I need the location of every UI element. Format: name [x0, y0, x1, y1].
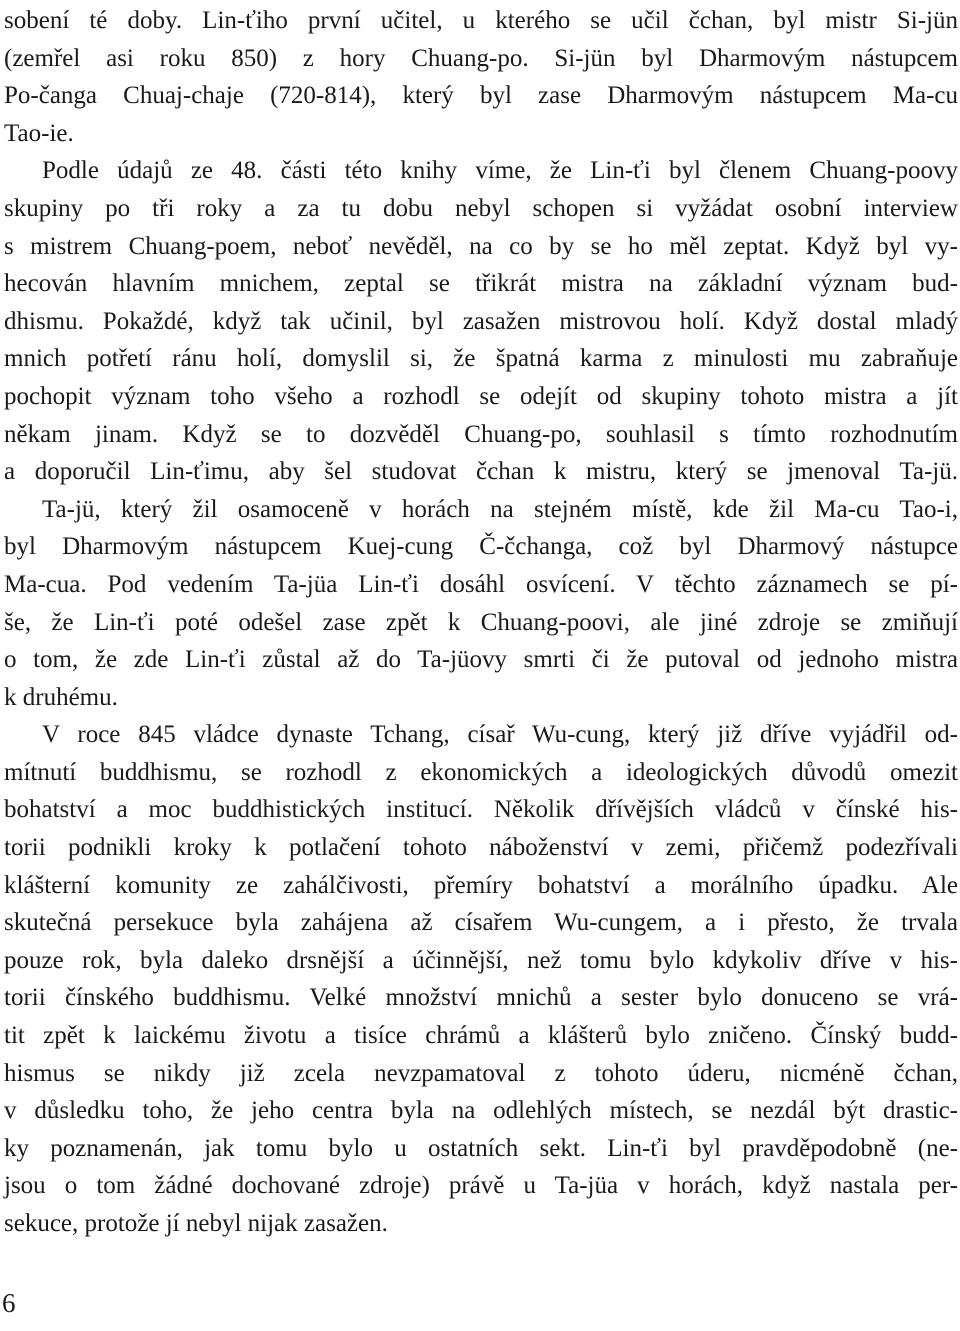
- text-line: sobení té doby. Lin-ťiho první učitel, u kterého se učil čchan, byl mistr Si-jün: [4, 7, 958, 34]
- body-text: [4, 2, 958, 1243]
- text-line: skupiny po tři roky a za tu dobu nebyl schopen si vyžádat osobní interview: [4, 194, 958, 222]
- text-line: a doporučil Lin-ťimu, aby šel studovat čchan k mistru, který se jmenoval Ta-jü.: [4, 458, 958, 486]
- text-line: hismus se nikdy již zcela nevzpamatoval z tohoto úderu, nicméně čchan,: [4, 1059, 958, 1087]
- text-line: skutečná persekuce byla zahájena až císařem Wu-cungem, a i přesto, že trvala: [4, 909, 958, 937]
- text-line: Tao-ie.: [4, 119, 74, 147]
- text-line: Po-čanga Chuaj-chaje (720-814), který byl zase Dharmovým nástupcem Ma-cu: [4, 82, 958, 110]
- text-line: torii čínského buddhismu. Velké množství mnichů a sester bylo donuceno se vrá-: [4, 984, 958, 1012]
- text-line: bohatství a moc buddhistických institucí. Několik dřívějších vládců v čínské his-: [4, 796, 958, 824]
- text-line: byl Dharmovým nástupcem Kuej-cung Č-čchanga, což byl Dharmový nástupce: [4, 533, 958, 561]
- text-line: ky poznamenán, jak tomu bylo u ostatních sekt. Lin-ťi byl pravděpodobně (ne-: [4, 1134, 958, 1162]
- text-line: jsou o tom žádné dochované zdroje) právě u Ta-jüa v horách, když nastala per-: [4, 1172, 958, 1200]
- text-line: pochopit význam toho všeho a rozhodl se odejít od skupiny tohoto mistra a jít: [4, 382, 958, 410]
- page-number: 6: [2, 1288, 16, 1318]
- text-line: tit zpět k laickému životu a tisíce chrámů a klášterů bylo zničeno. Čínský budd-: [4, 1022, 958, 1050]
- text-line: o tom, že zde Lin-ťi zůstal až do Ta-jüovy smrti či že putoval od jednoho mistra: [4, 646, 958, 674]
- text-line: mítnutí buddhismu, se rozhodl z ekonomických a ideologických důvodů omezit: [4, 758, 958, 786]
- text-line: mnich potřetí ránu holí, domyslil si, že špatná karma z minulosti mu zabraňuje: [4, 345, 958, 373]
- text-line: torii podnikli kroky k potlačení tohoto náboženství v zemi, přičemž podezřívali: [4, 834, 958, 862]
- text-line: dhismu. Pokaždé, když tak učinil, byl zasažen mistrovou holí. Když dostal mladý: [4, 307, 958, 335]
- text-line: (zemřel asi roku 850) z hory Chuang-po. Si-jün byl Dharmovým nástupcem: [4, 44, 958, 72]
- text-line: někam jinam. Když se to dozvěděl Chuang-po, souhlasil s tímto rozhodnutím: [4, 420, 958, 448]
- text-line: še, že Lin-ťi poté odešel zase zpět k Chuang-poovi, ale jiné zdroje se zmiňují: [4, 608, 958, 636]
- text-line: pouze rok, byla daleko drsnější a účinnější, než tomu bylo kdykoliv dříve v his-: [4, 946, 958, 974]
- text-line: v důsledku toho, že jeho centra byla na odlehlých místech, se nezdál být drastic-: [4, 1097, 958, 1125]
- text-line: hecován hlavním mnichem, zeptal se třikrát mistra na základní význam bud-: [4, 270, 958, 298]
- text-line: k druhému.: [4, 683, 118, 711]
- text-line: s mistrem Chuang-poem, neboť nevěděl, na co by se ho měl zeptat. Když byl vy-: [4, 232, 958, 260]
- text-line: klášterní komunity ze zahálčivosti, přemíry bohatství a morálního úpadku. Ale: [4, 871, 958, 899]
- text-line: Ta-jü, který žil osamoceně v horách na stejném místě, kde žil Ma-cu Tao-i,: [42, 495, 958, 523]
- text-line: Podle údajů ze 48. části této knihy víme, že Lin-ťi byl členem Chuang-poovy: [42, 157, 958, 185]
- text-line: V roce 845 vládce dynaste Tchang, císař Wu-cung, který již dříve vyjádřil od-: [42, 721, 958, 749]
- text-line: Ma-cua. Pod vedením Ta-jüa Lin-ťi dosáhl osvícení. V těchto záznamech se pí-: [4, 570, 958, 598]
- text-line: sekuce, protože jí nebyl nijak zasažen.: [4, 1210, 388, 1237]
